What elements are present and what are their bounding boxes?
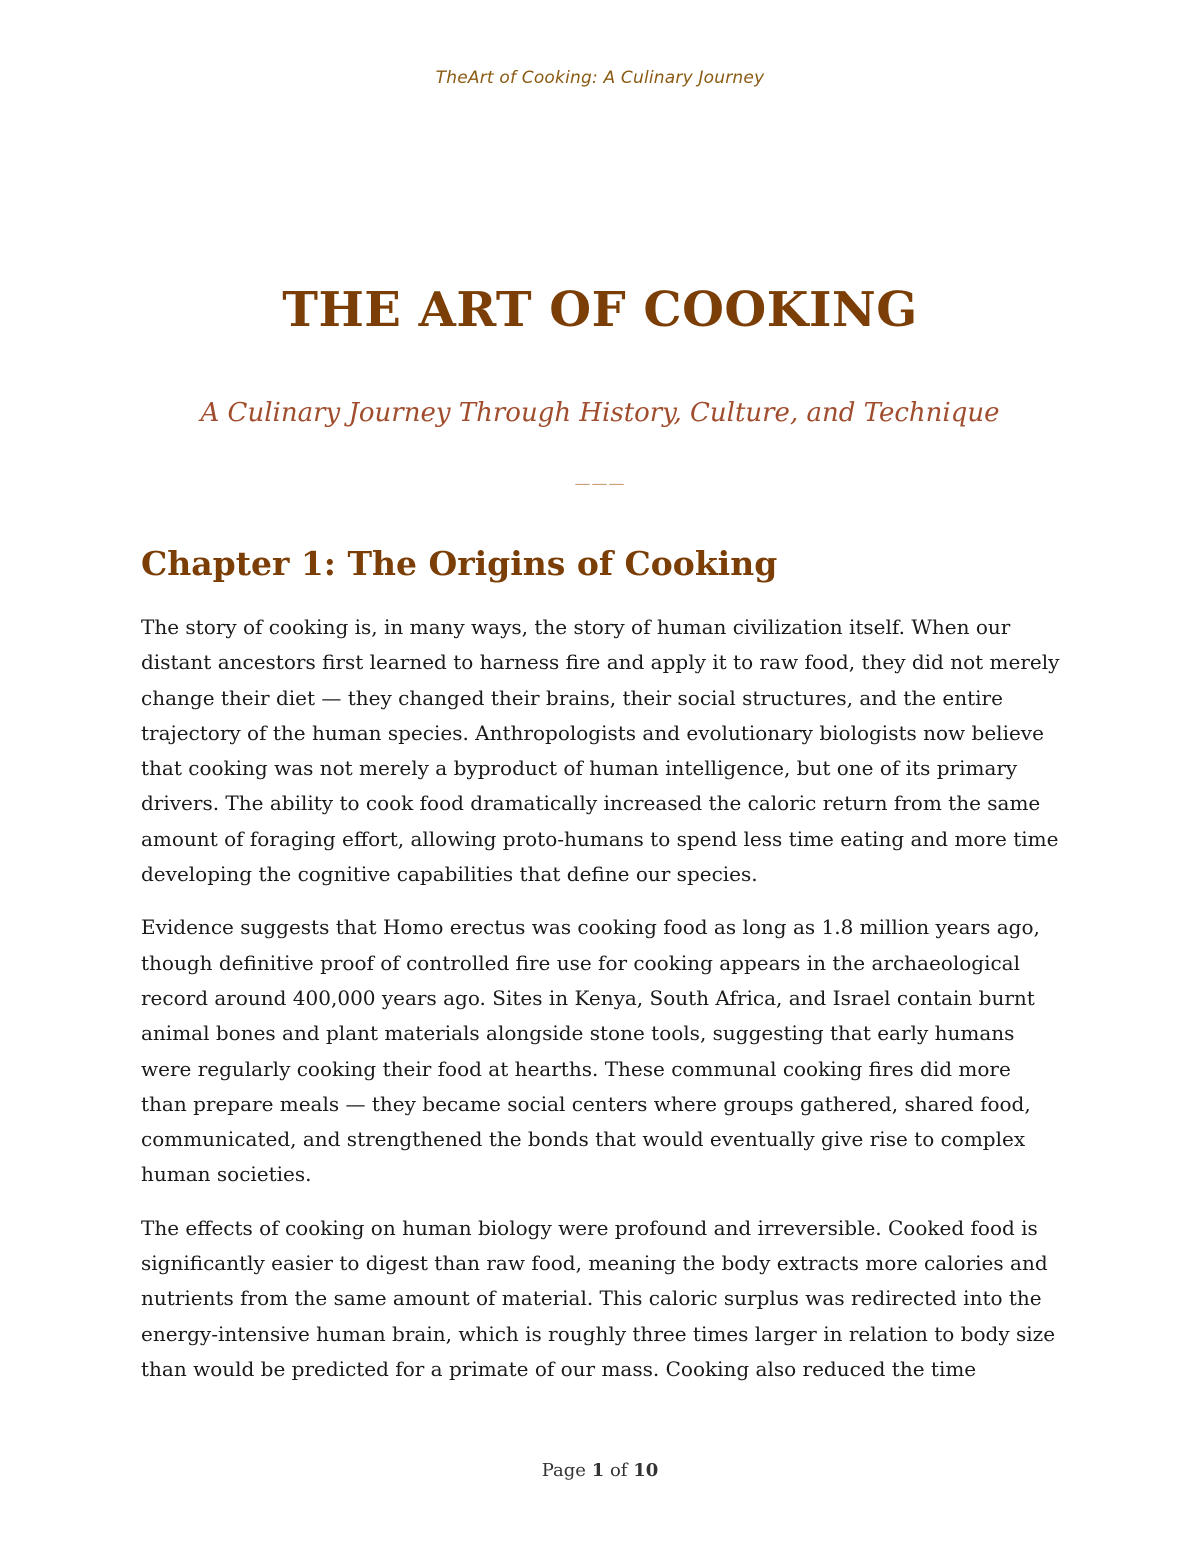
page-footer bbox=[0, 1460, 1200, 1481]
paragraph-2: Evidence suggests that Homo erectus was cooking food as long as 1.8 million years ago, though definitive proof of controlled fire use for cooking appears in the archaeological record around 400,000 years ago. Sites in Kenya, South Africa, and Israel contain burnt animal bones and plant materials alongside stone tools, suggesting that early humans were regularly cooking their food at hearths. These communal cooking fires did more than prepare meals — they became social centers where groups gathered, shared food, communicated, and strengthened the bonds that would eventually give rise to complex human societies. bbox=[141, 915, 1040, 1187]
chapter-heading: Chapter 1: The Origins of Cooking bbox=[141, 544, 778, 583]
running-header: TheArt of Cooking: A Culinary Journey bbox=[435, 68, 765, 88]
page-label: Page bbox=[541, 1460, 586, 1481]
paragraph-3: The effects of cooking on human biology were profound and irreversible. Cooked food is significantly easier to digest than raw food, meaning the body extracts more calories and nutrients from the same amount of material. This caloric surplus was redirected into the energy-intensive human brain, which is roughly three times larger in relation to body size than would be predicted for a primate of our mass. Cooking also reduced the time bbox=[141, 1215, 1056, 1381]
document-title: THE ART OF COOKING bbox=[282, 282, 918, 338]
section-divider: ——— bbox=[574, 474, 626, 493]
chapter-content bbox=[141, 540, 1061, 1405]
total-pages-number: 10 bbox=[633, 1460, 659, 1481]
paragraph-1: The story of cooking is, in many ways, the story of human civilization itself. When our distant ancestors first learned to harness fire and apply it to raw food, they did not merely change their diet — they changed their brains, their social structures, and the entire trajectory of the human species. Anthropologists and evolutionary biologists now believe that cooking was not merely a byproduct of human intelligence, but one of its primary drivers. The ability to cook food dramatically increased the caloric return from the same amount of foraging effort, allowing proto-humans to spend less time eating and more time developing the cognitive capabilities that define our species. bbox=[141, 615, 1060, 887]
of-label: of bbox=[609, 1460, 628, 1481]
current-page-number: 1 bbox=[591, 1460, 605, 1481]
document-subtitle: A Culinary Journey Through History, Culture, and Technique bbox=[200, 398, 1000, 428]
